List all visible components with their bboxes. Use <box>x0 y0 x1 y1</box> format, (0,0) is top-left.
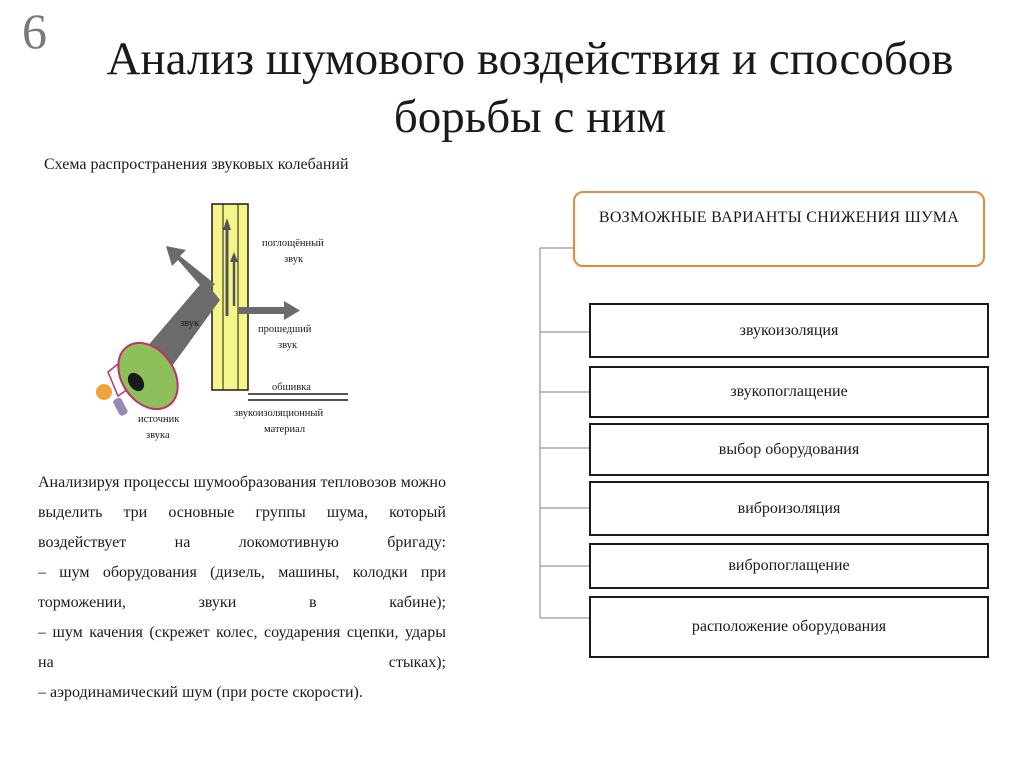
analysis-text <box>38 468 446 708</box>
scheme-caption: Схема распространения звуковых колебаний <box>44 156 349 173</box>
material-label-line2: материал <box>264 424 306 435</box>
option-box: расположение оборудования <box>589 596 989 658</box>
noise-reduction-header: ВОЗМОЖНЫЕ ВАРИАНТЫ СНИЖЕНИЯ ШУМА <box>573 191 985 267</box>
sound-label: звук <box>180 318 200 329</box>
material-label-line1: звукоизоляционный <box>234 408 324 419</box>
option-box: звукопоглащение <box>589 366 989 418</box>
transmitted-sound-arrowhead <box>284 301 300 320</box>
source-label-line2: звука <box>146 430 170 441</box>
slide-title: Анализ шумового воздействия и способов борьбы с ним <box>106 33 954 143</box>
reflected-sound-arrow <box>166 246 215 292</box>
connector-trunk <box>540 248 573 618</box>
source-label-line1: источник <box>138 414 180 425</box>
absorbed-label-line2: звук <box>284 254 304 265</box>
slide-number: 6 <box>22 3 47 59</box>
sound-propagation-diagram <box>88 196 388 456</box>
transmitted-sound-arrow <box>238 307 286 314</box>
option-box: вибропоглащение <box>589 543 989 589</box>
noise-group-item: – шум качения (скрежет колес, соударения сцепки, удары на стыках); <box>38 624 446 671</box>
cladding-label: обшивка <box>272 382 311 393</box>
noise-group-item: – аэродинамический шум (при росте скорости). <box>38 684 363 701</box>
option-box: виброизоляция <box>589 481 989 536</box>
transmitted-label-line1: прошедший <box>258 324 312 335</box>
absorbed-label-line1: поглощённый <box>262 238 324 249</box>
noise-group-item: – шум оборудования (дизель, машины, колодки при торможении, звуки в кабине); <box>38 564 446 611</box>
option-box: выбор оборудования <box>589 423 989 476</box>
analysis-intro: Анализируя процессы шумообразования тепловозов можно выделить три основные группы шума, который воздействует на локомотивную бригаду: <box>38 474 446 551</box>
transmitted-label-line2: звук <box>278 340 298 351</box>
option-box: звукоизоляция <box>589 303 989 358</box>
